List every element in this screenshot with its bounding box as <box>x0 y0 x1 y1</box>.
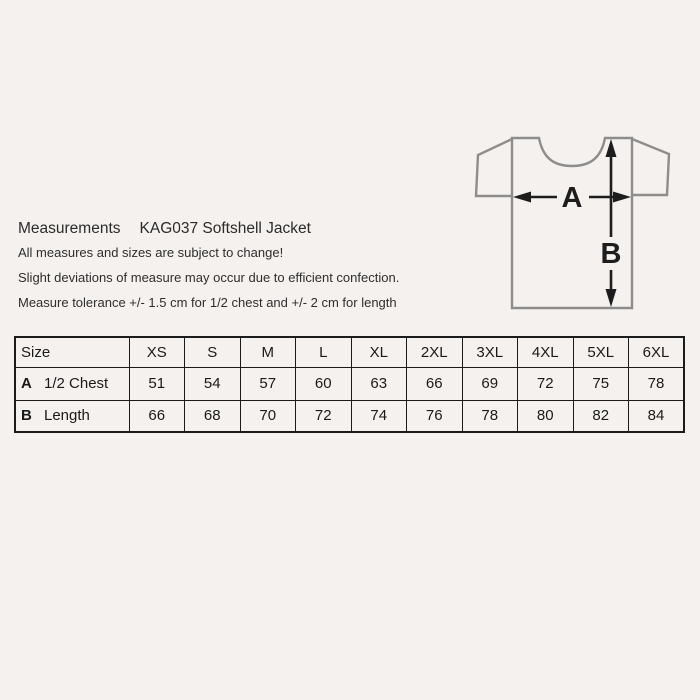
table-row <box>15 367 684 400</box>
measurement-value: 69 <box>462 367 518 400</box>
length-arrow-label: B <box>600 238 622 270</box>
measurement-value: 84 <box>629 400 685 432</box>
tshirt-right-sleeve <box>632 139 669 195</box>
measurement-value: 76 <box>407 400 463 432</box>
table-header-row <box>15 337 684 367</box>
measurement-value: 82 <box>573 400 629 432</box>
measurement-value: 54 <box>185 367 241 400</box>
measure-key: B <box>21 407 32 425</box>
measure-label: Length <box>44 407 90 425</box>
measurement-value: 78 <box>629 367 685 400</box>
measure-row-header <box>15 367 129 400</box>
chest-arrow-label: A <box>561 182 583 214</box>
measurements-label: Measurements <box>18 220 121 237</box>
measurement-value: 68 <box>185 400 241 432</box>
measurement-value: 72 <box>518 367 574 400</box>
size-corner-header: Size <box>15 337 129 367</box>
measure-label: 1/2 Chest <box>44 375 109 392</box>
note-line: All measures and sizes are subject to change! <box>18 245 284 260</box>
size-column-header: S <box>185 337 241 367</box>
size-column-header: 3XL <box>462 337 518 367</box>
note-line: Slight deviations of measure may occur due to efficient confection. <box>18 270 400 285</box>
measurement-value: 72 <box>296 400 352 432</box>
tshirt-left-sleeve <box>476 139 512 196</box>
measurement-value: 51 <box>129 367 185 400</box>
measurement-value: 75 <box>573 367 629 400</box>
size-column-header: M <box>240 337 296 367</box>
measurement-value: 66 <box>129 400 185 432</box>
size-column-header: 5XL <box>573 337 629 367</box>
size-column-header: XL <box>351 337 407 367</box>
measurement-value: 66 <box>407 367 463 400</box>
measurement-value: 78 <box>462 400 518 432</box>
note-line: Measure tolerance +/- 1.5 cm for 1/2 chest and +/- 2 cm for length <box>18 295 397 310</box>
measurement-value: 80 <box>518 400 574 432</box>
measure-key: A <box>21 375 32 392</box>
measurement-value: 63 <box>351 367 407 400</box>
size-column-header: 2XL <box>407 337 463 367</box>
size-column-header: XS <box>129 337 185 367</box>
size-table <box>14 336 685 433</box>
measurement-value: 57 <box>240 367 296 400</box>
measurement-value: 74 <box>351 400 407 432</box>
size-column-header: L <box>296 337 352 367</box>
measurement-value: 70 <box>240 400 296 432</box>
size-column-header: 4XL <box>518 337 574 367</box>
measure-row-header <box>15 400 129 432</box>
table-row <box>15 400 684 432</box>
measurement-value: 60 <box>296 367 352 400</box>
tshirt-body-outline <box>512 138 632 308</box>
product-name: KAG037 Softshell Jacket <box>139 220 311 237</box>
size-column-header: 6XL <box>629 337 685 367</box>
